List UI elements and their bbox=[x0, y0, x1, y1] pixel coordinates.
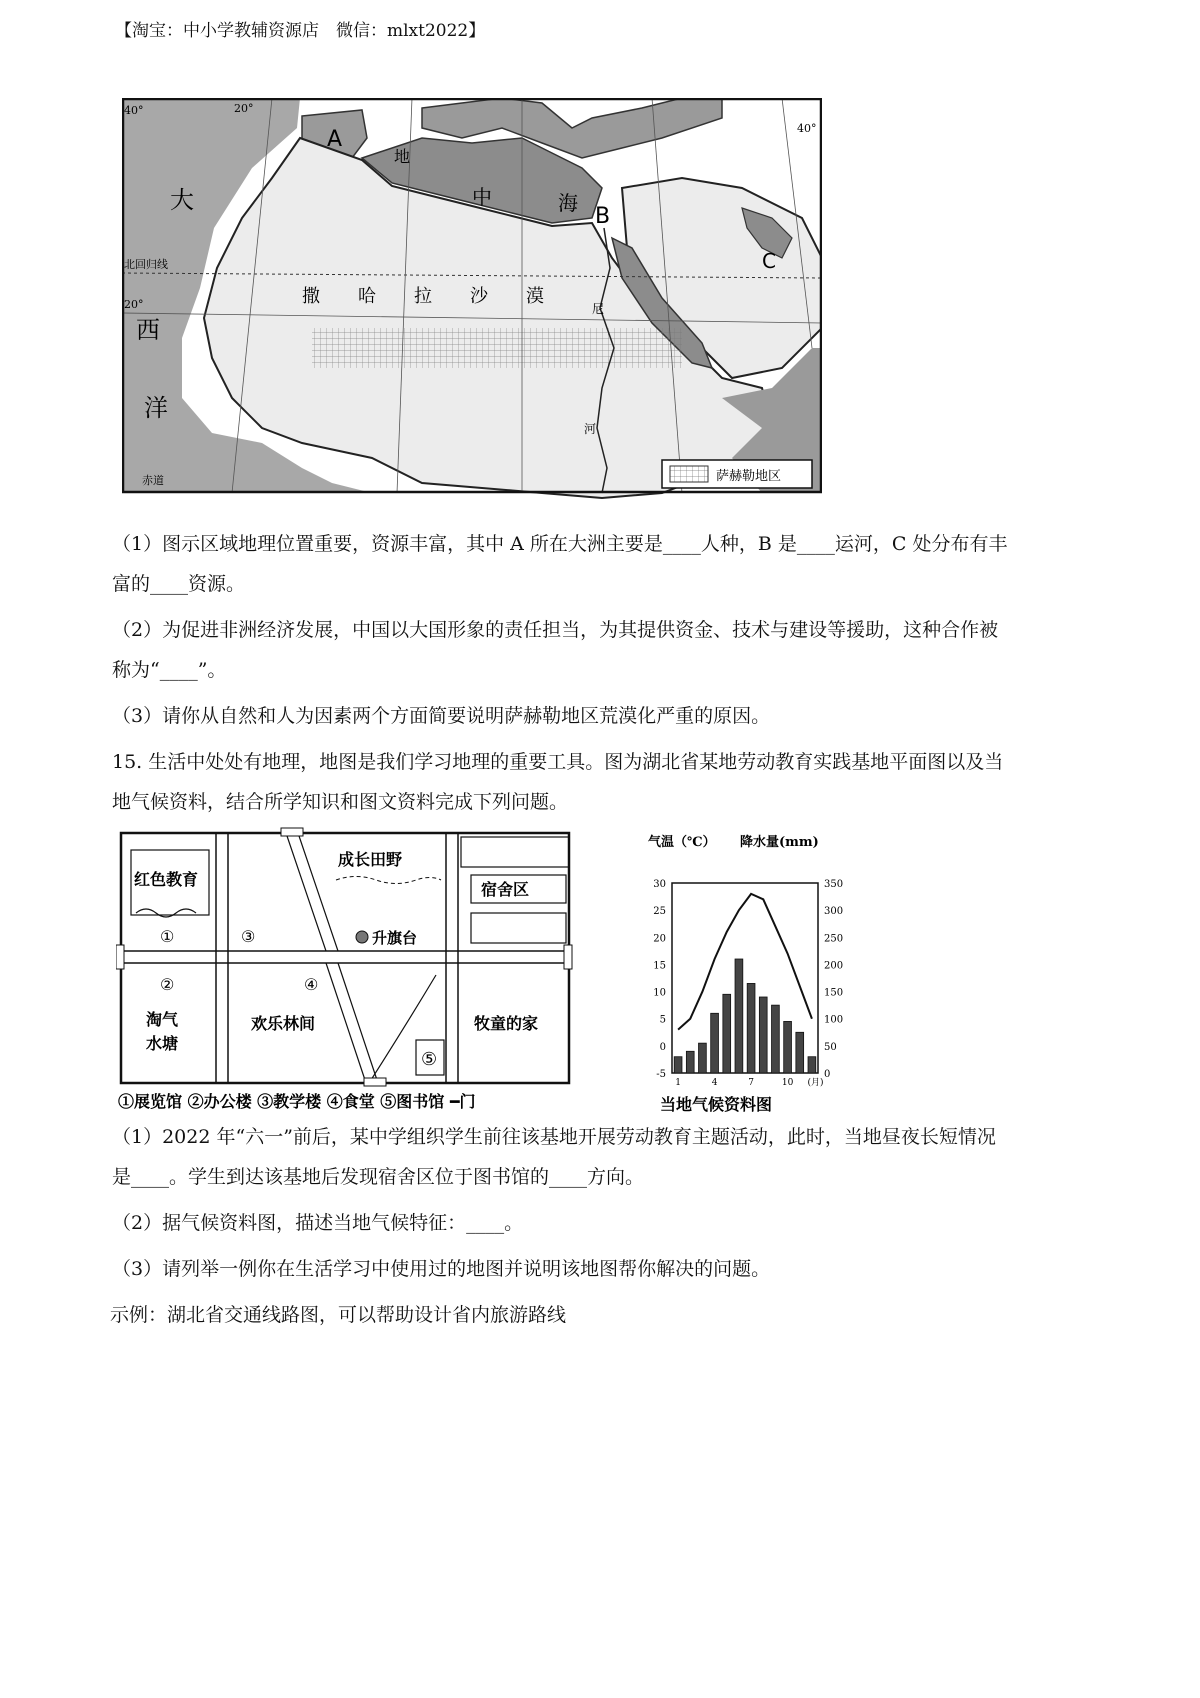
precip-tick-label: 0 bbox=[824, 1069, 831, 1080]
temp-tick-label: 25 bbox=[653, 906, 666, 918]
precip-tick-label: 150 bbox=[824, 987, 844, 999]
site-plan bbox=[116, 825, 616, 1117]
map-label-c: C bbox=[762, 249, 776, 273]
map-label-hai: 海 bbox=[558, 191, 578, 215]
chart-ylabel-left: 气温（℃） bbox=[648, 835, 716, 850]
map-label-a: A bbox=[327, 127, 343, 152]
precip-bar-8 bbox=[759, 997, 767, 1073]
precip-tick-label: 50 bbox=[824, 1041, 837, 1053]
precip-bar-3 bbox=[699, 1043, 707, 1073]
area-pond-1: 淘气 bbox=[146, 1010, 179, 1029]
q14-3: （3）请你从自然和人为因素两个方面简要说明萨赫勒地区荒漠化严重的原因。 bbox=[112, 705, 771, 727]
area-dormitory: 宿舍区 bbox=[481, 880, 530, 899]
month-tick-label: 7 bbox=[748, 1078, 754, 1088]
area-red-education: 红色教育 bbox=[134, 870, 199, 889]
nile-1: 尼 bbox=[592, 302, 605, 316]
climate-chart bbox=[640, 828, 880, 1118]
temp-tick-label: 30 bbox=[653, 879, 666, 890]
sahara-3: 拉 bbox=[414, 286, 432, 307]
precip-tick-label: 300 bbox=[824, 906, 844, 918]
precip-bar-6 bbox=[735, 959, 743, 1073]
map-label-b: B bbox=[595, 204, 611, 229]
sahel-band bbox=[312, 328, 682, 368]
page-header: 【淘宝：中小学教辅资源店 微信：mlxt2022】 bbox=[115, 21, 486, 41]
africa-map bbox=[122, 98, 822, 500]
area-happy-forest: 欢乐林间 bbox=[251, 1014, 316, 1033]
precip-bar-9 bbox=[772, 1005, 780, 1073]
chart-title: 当地气候资料图 bbox=[660, 1095, 773, 1114]
lon-40: 40° bbox=[797, 122, 817, 135]
q14-1-line2: 富的____资源。 bbox=[112, 573, 246, 595]
lon-20: 20° bbox=[234, 102, 254, 115]
month-tick-label: 1 bbox=[675, 1078, 681, 1088]
precip-tick-label: 350 bbox=[824, 879, 844, 890]
temp-tick-label: 0 bbox=[659, 1041, 666, 1053]
map-label-yang: 洋 bbox=[144, 394, 168, 422]
sahara-4: 沙 bbox=[470, 286, 488, 307]
q15-2: （2）据气候资料图，描述当地气候特征：____。 bbox=[112, 1212, 524, 1234]
precip-tick-label: 200 bbox=[824, 960, 844, 972]
precip-tick-label: 100 bbox=[824, 1014, 844, 1026]
sahara-1: 撒 bbox=[302, 286, 320, 307]
area-shepherd-home: 牧童的家 bbox=[474, 1014, 539, 1033]
temp-tick-label: 20 bbox=[653, 933, 666, 945]
marker-5: ⑤ bbox=[421, 1049, 438, 1070]
q15-3: （3）请列举一例你在生活学习中使用过的地图并说明该地图帮你解决的问题。 bbox=[112, 1258, 771, 1280]
lat-40: 40° bbox=[124, 104, 144, 117]
precip-bar-5 bbox=[723, 994, 731, 1073]
temp-tick-label: 10 bbox=[653, 987, 666, 999]
chart-ylabel-right: 降水量(mm) bbox=[740, 835, 819, 850]
month-tick-label: 4 bbox=[711, 1078, 718, 1088]
q14-2-line1: （2）为促进非洲经济发展，中国以大国形象的责任担当，为其提供资金、技术与建设等援助，这种合作被 bbox=[112, 619, 999, 641]
q15-example: 示例：湖北省交通线路图，可以帮助设计省内旅游路线 bbox=[110, 1304, 567, 1326]
map-label-xi: 西 bbox=[136, 316, 160, 344]
map-label-di: 地 bbox=[394, 147, 411, 166]
month-tick-label: (月) bbox=[807, 1078, 824, 1088]
area-flag-platform: 升旗台 bbox=[372, 929, 418, 947]
temp-tick-label: 15 bbox=[653, 960, 666, 972]
precip-bar-7 bbox=[747, 983, 755, 1073]
q15-1-line2: 是____。学生到达该基地后发现宿舍区位于图书馆的____方向。 bbox=[112, 1166, 645, 1188]
marker-4: ④ bbox=[304, 975, 319, 994]
equator: 赤道 bbox=[142, 474, 164, 487]
marker-1: ① bbox=[160, 927, 175, 946]
q15-intro-line2: 地气候资料，结合所学知识和图文资料完成下列问题。 bbox=[112, 791, 569, 813]
sahara-5: 漠 bbox=[526, 286, 544, 307]
sahara-2: 哈 bbox=[358, 286, 376, 307]
temp-tick-label: 5 bbox=[659, 1014, 666, 1026]
q14-1-line1: （1）图示区域地理位置重要，资源丰富，其中 A 所在大洲主要是____人种，B 是____运河，C 处分布有丰 bbox=[112, 533, 1008, 555]
precip-bar-1 bbox=[674, 1057, 682, 1073]
lat-20: 20° bbox=[124, 298, 144, 311]
q14-2-line2: 称为“____”。 bbox=[112, 659, 227, 681]
precip-bar-4 bbox=[711, 1013, 719, 1073]
map-label-da: 大 bbox=[170, 186, 194, 214]
marker-2: ② bbox=[160, 975, 175, 994]
nile-2: 河 bbox=[584, 422, 597, 436]
precip-bar-10 bbox=[784, 1021, 792, 1073]
lat-north: 北回归线 bbox=[124, 258, 168, 271]
map-legend-label: 萨赫勒地区 bbox=[716, 469, 782, 484]
map-label-zhong: 中 bbox=[472, 185, 492, 209]
plan-legend: ①展览馆 ②办公楼 ③教学楼 ④食堂 ⑤图书馆 ━门 bbox=[118, 1092, 476, 1111]
temp-tick-label: -5 bbox=[656, 1069, 666, 1080]
area-growth-field: 成长田野 bbox=[338, 850, 403, 869]
month-tick-label: 10 bbox=[781, 1078, 794, 1088]
precip-bar-2 bbox=[686, 1051, 694, 1073]
precip-bar-11 bbox=[796, 1032, 804, 1073]
precip-bar-12 bbox=[808, 1057, 816, 1073]
q15-1-line1: （1）2022 年“六一”前后，某中学组织学生前往该基地开展劳动教育主题活动，此时，当地昼夜长短情况 bbox=[112, 1126, 996, 1148]
marker-3: ③ bbox=[241, 927, 256, 946]
precip-tick-label: 250 bbox=[824, 933, 844, 945]
area-pond-2: 水塘 bbox=[146, 1034, 179, 1053]
q15-intro-line1: 15. 生活中处处有地理，地图是我们学习地理的重要工具。图为湖北省某地劳动教育实践基地平面图以及当 bbox=[112, 751, 1004, 773]
